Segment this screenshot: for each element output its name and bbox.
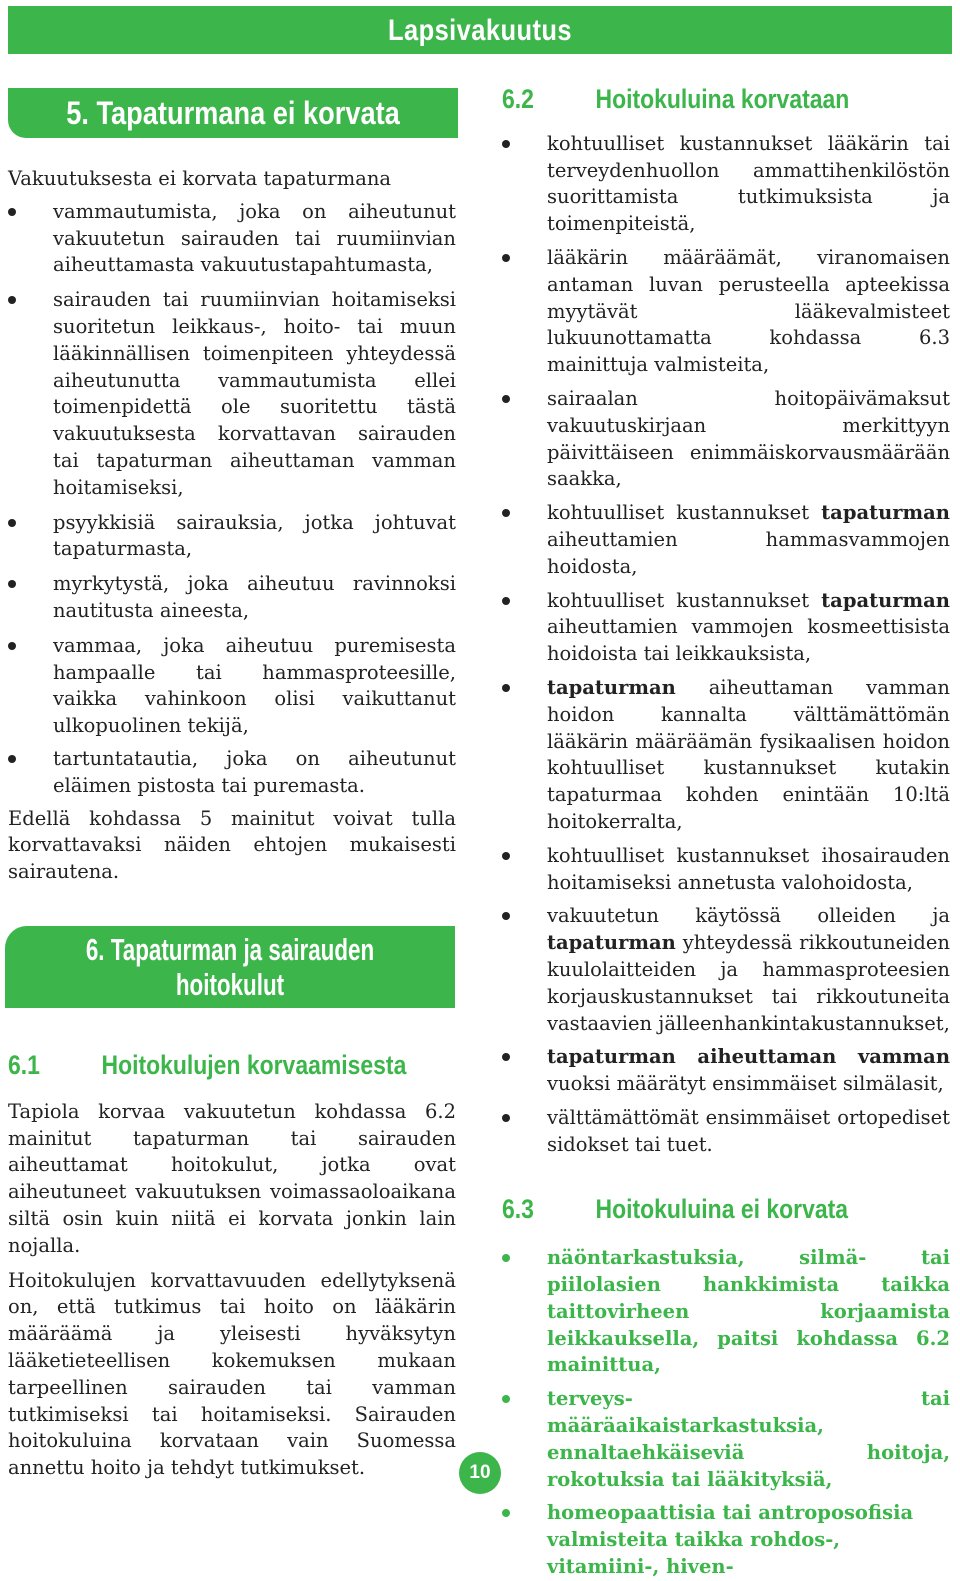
list-item: lääkärin määräämät, viranomaisen antaman luvan perusteella apteekissa myytävät lääkevalmisteet lukuunottamatta kohdassa 6.3 mainittuja valmisteita,	[502, 245, 950, 379]
list-item: näöntarkastuksia, silmä- tai piilolasien hankkimista taikka taittovirheen korjaamista leikkauksella, paitsi kohdassa 6.2 mainittua,	[502, 1245, 950, 1379]
page-number: 10	[469, 1462, 491, 1483]
list-item: homeopaattisia tai antroposofisia valmisteita taikka rohdos-, vitamiini-, hiven-	[502, 1500, 950, 1580]
section-5-intro: Vakuutuksesta ei korvata tapaturmana	[8, 167, 392, 190]
list-item: tartuntatautia, joka on aiheutunut eläimen pistosta tai puremasta.	[8, 746, 456, 800]
list-item: terveys- tai määräaikaistarkastuksia, ennaltaehkäiseviä hoitoja, rokotuksia tai lääkityksiä,	[502, 1386, 950, 1493]
section-6-1	[8, 1052, 456, 1482]
list-item: kohtuulliset kustannukset ihosairauden hoitamiseksi annetusta valohoidosta,	[502, 843, 950, 897]
section-6-title-line2: hoitokulut	[175, 967, 285, 1002]
section-5-list	[8, 199, 456, 800]
section-6-1-paragraph-2: Hoitokulujen korvattavuuden edellytyksenä on, että tutkimus tai hoito on lääkärin määräämä ja yleisesti hyväksytyn lääketieteellisen kokemuksen mukaan tarpeellinen sairauden tai vamman tutkimiseksi tai hoitamiseksi. Sairauden hoitokuluina korvataan vain Suomessa annettu hoito ja tehdyt tutkimukset.	[8, 1268, 456, 1480]
list-item: välttämättömät ensimmäiset ortopediset sidokset tai tuet.	[502, 1105, 950, 1159]
list-item: vakuutetun käytössä olleiden ja tapaturman yhteydessä rikkoutuneiden kuulolaitteiden ja hammasproteesien korjauskustannukset tai rikkoutuneita vastaavien jälleenhankintakustannukset,	[502, 903, 950, 1037]
section-6-3-number: 6.3	[502, 1194, 534, 1225]
section-6-1-heading	[8, 1050, 407, 1080]
list-item: vammautumista, joka on aiheutunut vakuutetun sairauden tai ruumiinvian aiheuttamasta vakuutustapahtumasta,	[8, 199, 456, 279]
section-6-title-line1: 6. Tapaturman ja sairauden	[85, 932, 375, 967]
section-6-2-title: Hoitokuluina korvataan	[595, 84, 850, 114]
section-6-3-heading	[502, 1196, 883, 1223]
document-title: Lapsivakuutus	[387, 14, 573, 47]
list-item: sairaalan hoitopäivämaksut vakuutuskirjaan merkittyyn päivittäiseen enimmäiskorvausmäärään saakka,	[502, 386, 950, 493]
section-6-3-title: Hoitokuluina ei korvata	[595, 1194, 849, 1225]
section-6-1-paragraph-1: Tapiola korvaa vakuutetun kohdassa 6.2 mainitut tapaturman tai sairauden aiheuttamat hoitokulut, jotka ovat aiheutuneet vakuutuksen voimassaoloaikana siltä osin kuin niitä ei korvata jonkin lain nojalla.	[8, 1099, 456, 1257]
list-item: tapaturman aiheuttaman vamman hoidon kannalta välttämättömän lääkärin määräämän fysikaalisen hoidon kohtuulliset kustannukset kutakin tapaturmaa kohden enintään 10:ltä hoitokerralta,	[502, 675, 950, 836]
section-6-banner	[5, 926, 455, 1008]
section-6-1-title: Hoitokulujen korvaamisesta	[101, 1050, 407, 1080]
section-6-2-number: 6.2	[502, 84, 534, 114]
right-column	[502, 86, 950, 1581]
section-6-title	[39, 932, 422, 1002]
list-item: kohtuulliset kustannukset tapaturman aiheuttamien hammasvammojen hoidosta,	[502, 500, 950, 580]
header-bar	[8, 6, 952, 54]
list-item: kohtuulliset kustannukset lääkärin tai terveydenhuollon ammattihenkilöstön suorittamista tutkimuksista ja toimenpiteistä,	[502, 131, 950, 238]
list-item: vammaa, joka aiheutuu puremisesta hampaalle tai hammasproteesille, vaikka vahinkoon olisi vaikuttanut ulkopuolinen tekijä,	[8, 633, 456, 740]
list-item: sairauden tai ruumiinvian hoitamiseksi suoritetun leikkaus-, hoito- tai muun lääkinnällisen toimenpiteen yhteydessä aiheutunutta vammautumista ellei toimenpidettä ole suoritettu tästä vakuutuksesta korvattavan sairauden tai tapaturman aiheuttaman vamman hoitamiseksi,	[8, 287, 456, 501]
section-5-title: 5. Tapaturmana ei korvata	[66, 95, 400, 131]
list-item: tapaturman aiheuttaman vamman vuoksi määrätyt ensimmäiset silmälasit,	[502, 1044, 950, 1098]
list-item: psyykkisiä sairauksia, jotka johtuvat tapaturmasta,	[8, 510, 456, 564]
list-item: myrkytystä, joka aiheutuu ravinnoksi nautitusta aineesta,	[8, 571, 456, 625]
left-column	[8, 166, 456, 886]
list-item: kohtuulliset kustannukset tapaturman aiheuttamien vammojen kosmeettisista hoidoista tai leikkauksista,	[502, 588, 950, 668]
section-5-banner	[8, 88, 458, 138]
section-5-outro: Edellä kohdassa 5 mainitut voivat tulla korvattavaksi näiden ehtojen mukaisesti sairautena.	[8, 806, 456, 884]
page-number-badge	[459, 1452, 501, 1494]
section-6-1-number: 6.1	[8, 1050, 40, 1080]
section-6-2-list	[502, 131, 950, 1159]
section-6-2-heading	[502, 86, 883, 113]
section-6-3-list	[502, 1245, 950, 1581]
